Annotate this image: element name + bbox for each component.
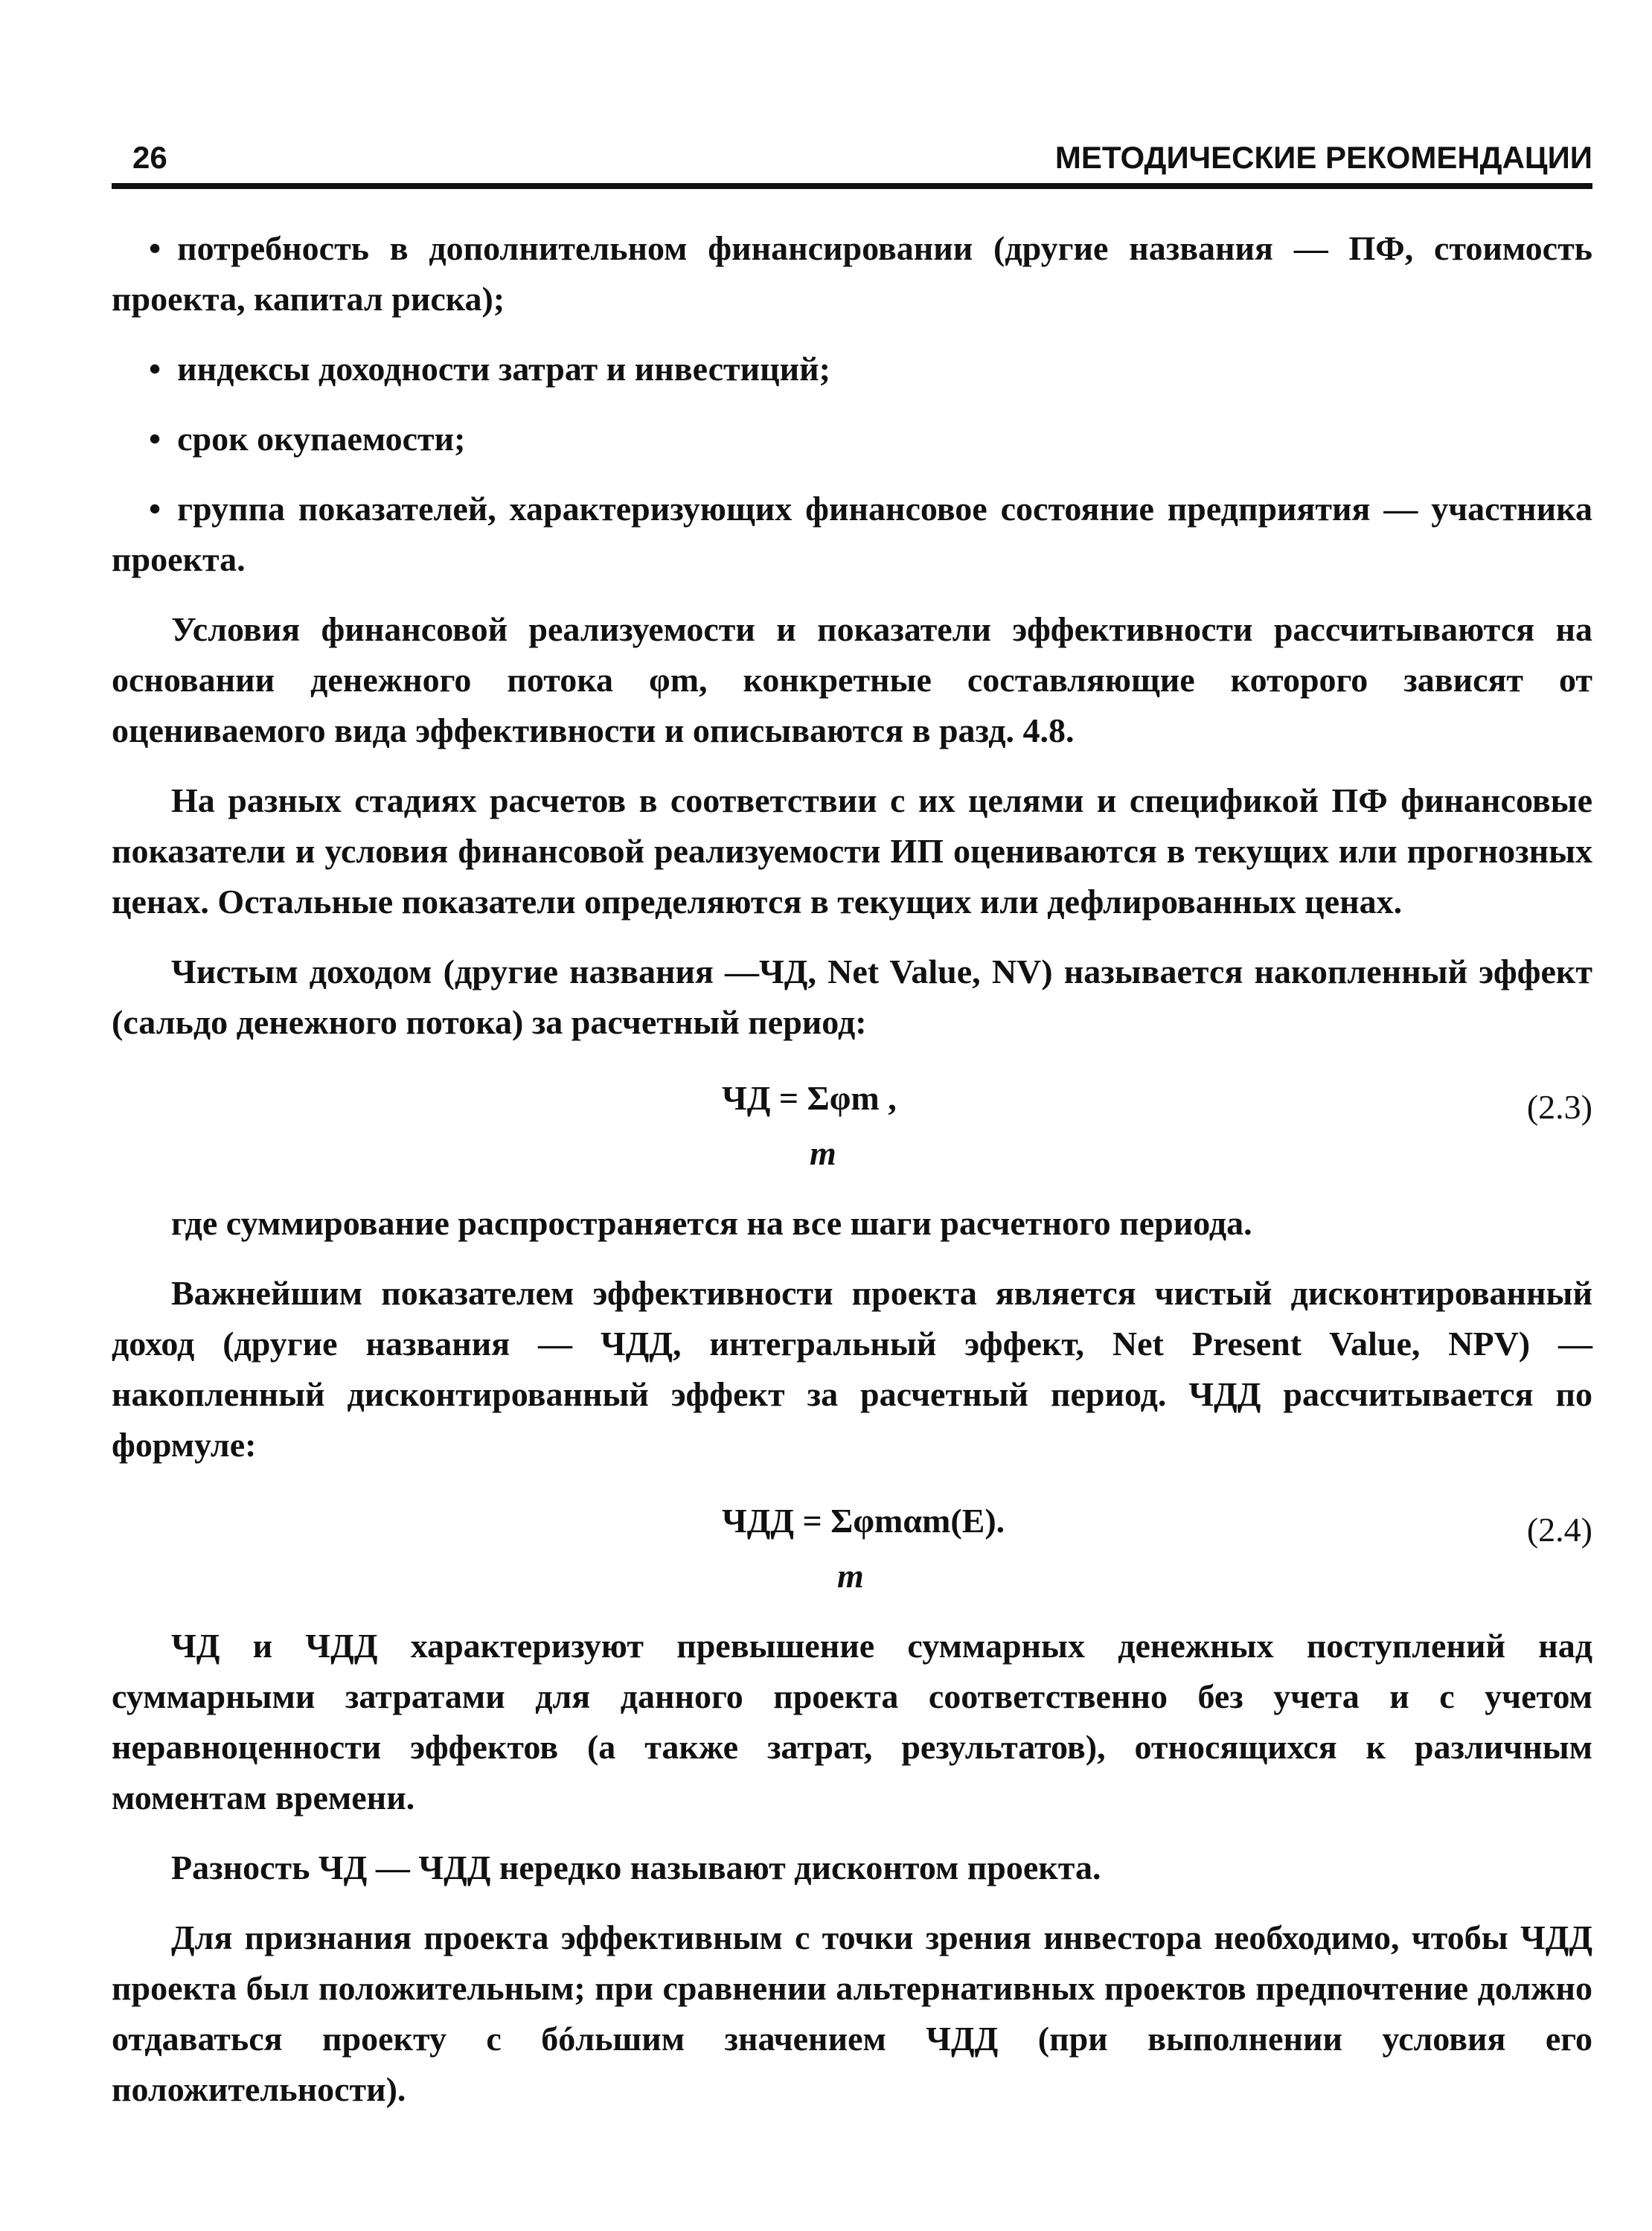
equation-subscript: m bbox=[837, 1557, 864, 1595]
equation-formula: ЧДД = Σφmαm(E). bbox=[722, 1502, 1005, 1540]
bullet-item: • срок окупаемости; bbox=[112, 414, 1592, 464]
page-number: 26 bbox=[132, 140, 167, 175]
paragraph: Для признания проекта эффективным с точки зрения инвестора необходимо, чтобы ЧДД проекта был положительным; при сравнении альтернативных проектов предпочтение должно отдаваться проекту с бóльшим значением ЧДД (при выполнении условия его положительности). bbox=[112, 1918, 1592, 2108]
paragraph-text: (другие названия —ЧД, Net Value, NV) называется накопленный эффект (сальдо денежного потока) за расчетный период: bbox=[112, 953, 1593, 1041]
paragraph: где суммирование распространяется на все шаги расчетного периода. bbox=[171, 1204, 1252, 1242]
bullet-item: • группа показателей, характеризующих финансовое состояние предприятия — участника проекта. bbox=[112, 484, 1592, 585]
header-rule bbox=[112, 183, 1592, 189]
term: Чистым доходом bbox=[171, 953, 432, 990]
equation-formula: ЧД = Σφm , bbox=[722, 1079, 897, 1117]
bullet-item: • индексы доходности затрат и инвестиций; bbox=[112, 344, 1592, 394]
paragraph: На разных стадиях расчетов в соответствии с их целями и спецификой ПФ финансовые показатели и условия финансовой реализуемости ИП оцениваются в текущих или прогнозных ценах. Остальные показатели определяются в текущих или дефлированных ценах. bbox=[112, 781, 1592, 921]
running-title: МЕТОДИЧЕСКИЕ РЕКОМЕНДАЦИИ bbox=[1054, 140, 1592, 175]
equation-2-4 bbox=[112, 1490, 1592, 1601]
paragraph bbox=[112, 1843, 1592, 1893]
paragraph: ЧД и ЧДД характеризуют превышение суммарных денежных поступлений над суммарными затратами для данного проекта соответственно без учета и с учетом неравноценности эффектов (а также затрат, результатов), относящихся к различным моментам времени. bbox=[112, 1627, 1592, 1817]
body-text bbox=[112, 223, 1592, 2134]
equation-number: (2.4) bbox=[1526, 1511, 1592, 1549]
paragraph-text: Разность ЧД — ЧДД нередко называют bbox=[171, 1849, 795, 1886]
term: чистый дисконтированный доход bbox=[112, 1274, 1592, 1363]
equation-subscript: m bbox=[810, 1134, 836, 1172]
paragraph bbox=[112, 1268, 1592, 1470]
paragraph: Условия финансовой реализуемости и показатели эффективности рассчитываются на основании денежного потока φm, конкретные составляющие которого зависят от оцениваемого вида эффективности и описываются в разд. 4.8. bbox=[112, 610, 1592, 749]
paragraph-text: (другие названия — ЧДД, интегральный эффект, Net Present Value, NPV) — накопленный дисконтированный эффект за расчетный период. ЧДД рассчитывается по формуле: bbox=[112, 1325, 1592, 1464]
term: дисконтом проекта. bbox=[794, 1849, 1101, 1886]
equation-2-3 bbox=[112, 1067, 1592, 1179]
paragraph-text: Важнейшим показателем эффективности проекта является bbox=[171, 1274, 1155, 1312]
paragraph bbox=[112, 947, 1592, 1048]
bullet-item: • потребность в дополнительном финансировании (другие названия — ПФ, стоимость проекта, капитал риска); bbox=[112, 223, 1592, 324]
page-header bbox=[112, 135, 1592, 180]
equation-number: (2.3) bbox=[1526, 1088, 1592, 1126]
